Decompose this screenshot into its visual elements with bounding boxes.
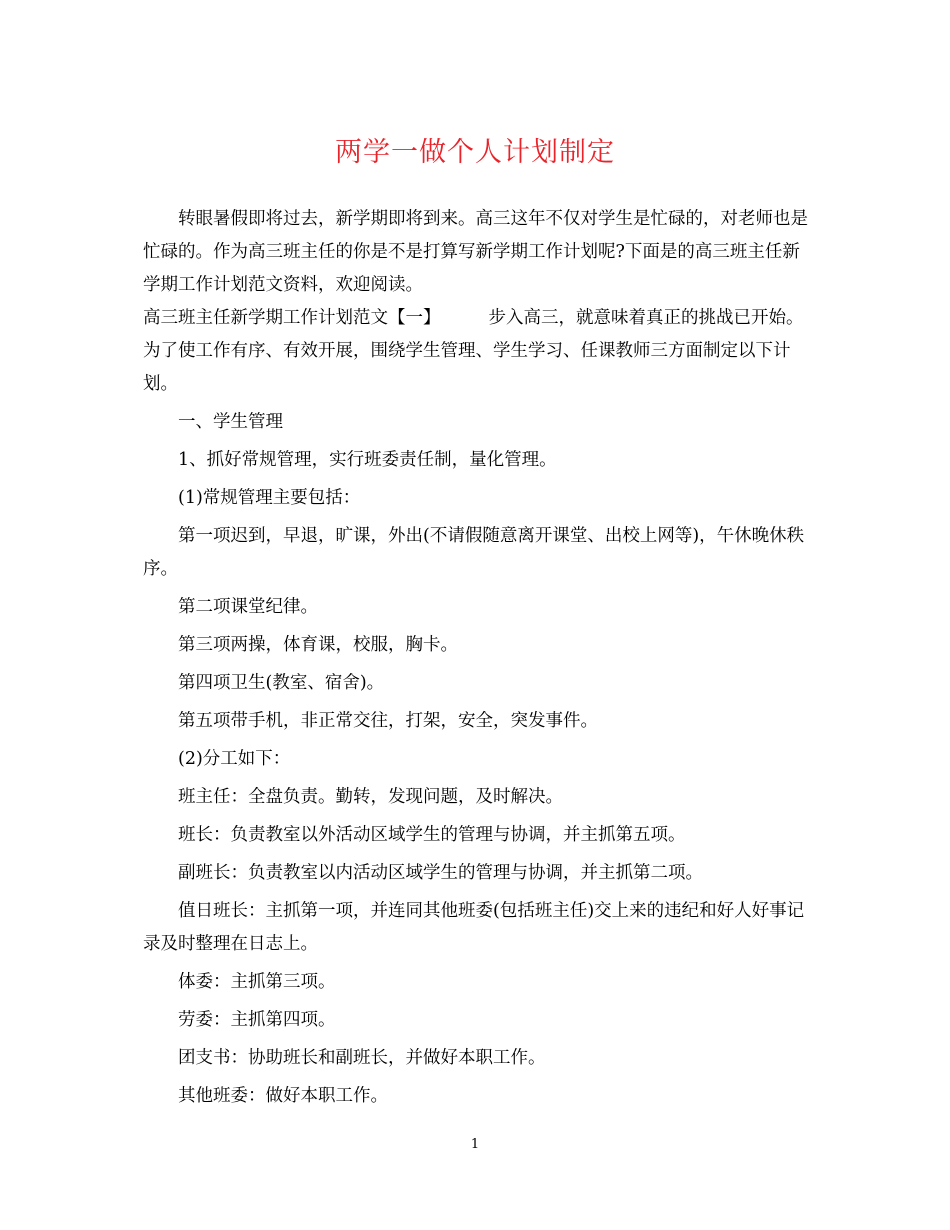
paragraph-item: 第一项迟到，早退，旷课，外出(不请假随意离开课堂、出校上网等)，午休晚休秩序。 [143, 526, 805, 579]
page-number: 1 [470, 1137, 480, 1152]
paragraph-item: 第二项课堂纪律。 [178, 597, 318, 617]
section-heading: 高三班主任新学期工作计划范文【一】 [143, 308, 441, 328]
paragraph-item: 其他班委：做好本职工作。 [178, 1086, 388, 1106]
paragraph-item: 值日班长：主抓第一项，并连同其他班委(包括班主任)交上来的违纪和好人好事记录及时整理在日志上。 [143, 901, 805, 954]
document-body [143, 203, 811, 1113]
paragraph-item: (1)常规管理主要包括： [178, 488, 361, 508]
paragraph-item: 班长：负责教室以外活动区域学生的管理与协调，并主抓第五项。 [178, 825, 686, 845]
section-block [143, 302, 811, 401]
paragraph-item: 劳委：主抓第四项。 [178, 1010, 336, 1030]
paragraph-item: 副班长：负责教室以内活动区域学生的管理与协调，并主抓第二项。 [178, 863, 703, 883]
document-title: 两学一做个人计划制定 [335, 137, 615, 168]
paragraph-item: 体委：主抓第三项。 [178, 972, 336, 992]
paragraph-heading-student-management: 一、学生管理 [178, 412, 283, 432]
paragraph-item: 班主任：全盘负责。勤转，发现问题，及时解决。 [178, 787, 563, 807]
section-intro: 步入高三，就意味着真正的挑战已开始。为了使工作有序、有效开展，围绕学生管理、学生学习、任课教师三方面制定以下计划。 [143, 308, 804, 394]
paragraph-item: 第五项带手机，非正常交往，打架，安全，突发事件。 [178, 711, 598, 731]
paragraph-item: (2)分工如下： [178, 749, 291, 769]
paragraph-item: 1、抓好常规管理，实行班委责任制，量化管理。 [178, 450, 557, 470]
intro-paragraph: 转眼暑假即将过去，新学期即将到来。高三这年不仅对学生是忙碌的，对老师也是忙碌的。作为高三班主任的你是不是打算写新学期工作计划呢?下面是的高三班主任新学期工作计划范文资料，欢迎阅读。 [143, 209, 808, 295]
paragraph-item: 第四项卫生(教室、宿舍)。 [178, 673, 385, 693]
paragraph-item: 团支书：协助班长和副班长，并做好本职工作。 [178, 1048, 546, 1068]
paragraph-item: 第三项两操，体育课，校服，胸卡。 [178, 635, 458, 655]
